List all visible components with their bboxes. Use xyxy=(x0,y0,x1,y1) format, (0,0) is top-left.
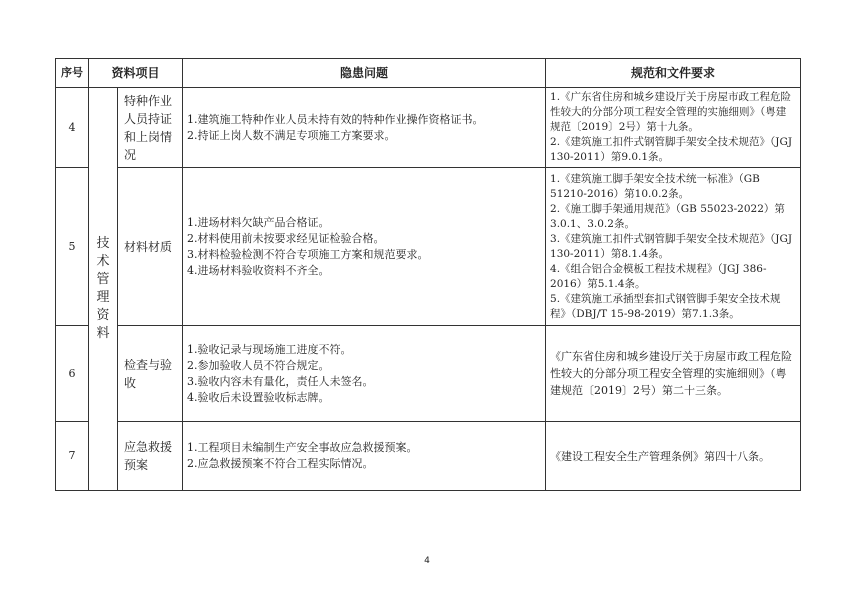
row-problems xyxy=(183,88,546,168)
requirement-line: 《广东省住房和城乡建设厅关于房屋市政工程危险性较大的分部分项工程安全管理的实施细则》（粤建规范〔2019〕2号）第二十三条。 xyxy=(550,350,793,397)
problem-line: 3.验收内容未有量化，责任人未签名。 xyxy=(187,374,374,388)
problem-line: 3.材料检验检测不符合专项施工方案和规范要求。 xyxy=(187,247,429,261)
problem-line: 2.参加验收人员不符合规定。 xyxy=(187,358,330,372)
table-header-row xyxy=(56,59,801,88)
problem-line: 2.应急救援预案不符合工程实际情况。 xyxy=(187,457,374,470)
row-requirements xyxy=(546,88,801,168)
row-requirements xyxy=(546,422,801,491)
problem-line: 4.进场材料验收资料不齐全。 xyxy=(187,263,330,277)
requirement-line: 2.《建筑施工扣件式钢管脚手架安全技术规范》（JGJ 130-2011）第9.0.1条。 xyxy=(550,136,793,163)
row-seq: 4 xyxy=(56,88,89,168)
row-seq: 7 xyxy=(56,422,89,491)
header-seq: 序号 xyxy=(56,59,89,88)
row-seq: 5 xyxy=(56,168,89,326)
requirement-line: 3.《建筑施工扣件式钢管脚手架安全技术规范》（JGJ 130-2011）第8.1.4条。 xyxy=(550,232,793,260)
row-requirements xyxy=(546,326,801,422)
requirement-line: 1.《建筑施工脚手架安全技术统一标准》（GB 51210-2016）第10.0.2条。 xyxy=(550,172,760,200)
table-row xyxy=(56,422,801,491)
problem-line: 2.材料使用前未按要求经见证检验合格。 xyxy=(187,231,385,245)
row-problems xyxy=(183,422,546,491)
row-item: 材料材质 xyxy=(118,168,183,326)
row-item: 检查与验收 xyxy=(118,326,183,422)
header-problem: 隐患问题 xyxy=(183,59,546,88)
requirement-line: 2.《施工脚手架通用规范》（GB 55023-2022）第3.0.1、3.0.2条。 xyxy=(550,202,785,230)
row-seq: 6 xyxy=(56,326,89,422)
category-label: 技术管理资料 xyxy=(96,236,110,341)
problem-line: 4.验收后未设置验收标志牌。 xyxy=(187,390,330,404)
row-item: 应急救援预案 xyxy=(118,422,183,491)
table-row xyxy=(56,326,801,422)
problem-line: 1.验收记录与现场施工进度不符。 xyxy=(187,342,352,356)
row-item: 特种作业人员持证和上岗情况 xyxy=(118,88,183,168)
table-row xyxy=(56,168,801,326)
header-item: 资料项目 xyxy=(89,59,183,88)
row-problems xyxy=(183,168,546,326)
row-requirements xyxy=(546,168,801,326)
problem-line: 1.工程项目未编制生产安全事故应急救援预案。 xyxy=(187,441,418,454)
header-requirement: 规范和文件要求 xyxy=(546,59,801,88)
row-problems xyxy=(183,326,546,422)
requirement-line: 5.《建筑施工承插型套扣式钢管脚手架安全技术规程》（DBJ/T 15-98-2019）第7.1.3条。 xyxy=(550,292,781,320)
hazard-table xyxy=(55,58,801,491)
requirement-line: 《建设工程安全生产管理条例》第四十八条。 xyxy=(550,449,771,463)
table-row xyxy=(56,88,801,168)
problem-line: 1.建筑施工特种作业人员未持有效的特种作业操作资格证书。 xyxy=(187,112,484,126)
problem-line: 2.持证上岗人数不满足专项施工方案要求。 xyxy=(187,128,396,142)
page-number: 4 xyxy=(424,556,430,566)
problem-line: 1.进场材料欠缺产品合格证。 xyxy=(187,215,330,229)
category-cell xyxy=(89,88,118,491)
requirement-line: 4.《组合铝合金模板工程技术规程》（JGJ 386-2016）第5.1.4条。 xyxy=(550,262,767,290)
requirement-line: 1.《广东省住房和城乡建设厅关于房屋市政工程危险性较大的分部分项工程安全管理的实施细则》（粤建规范〔2019〕2号）第十九条。 xyxy=(550,91,792,133)
